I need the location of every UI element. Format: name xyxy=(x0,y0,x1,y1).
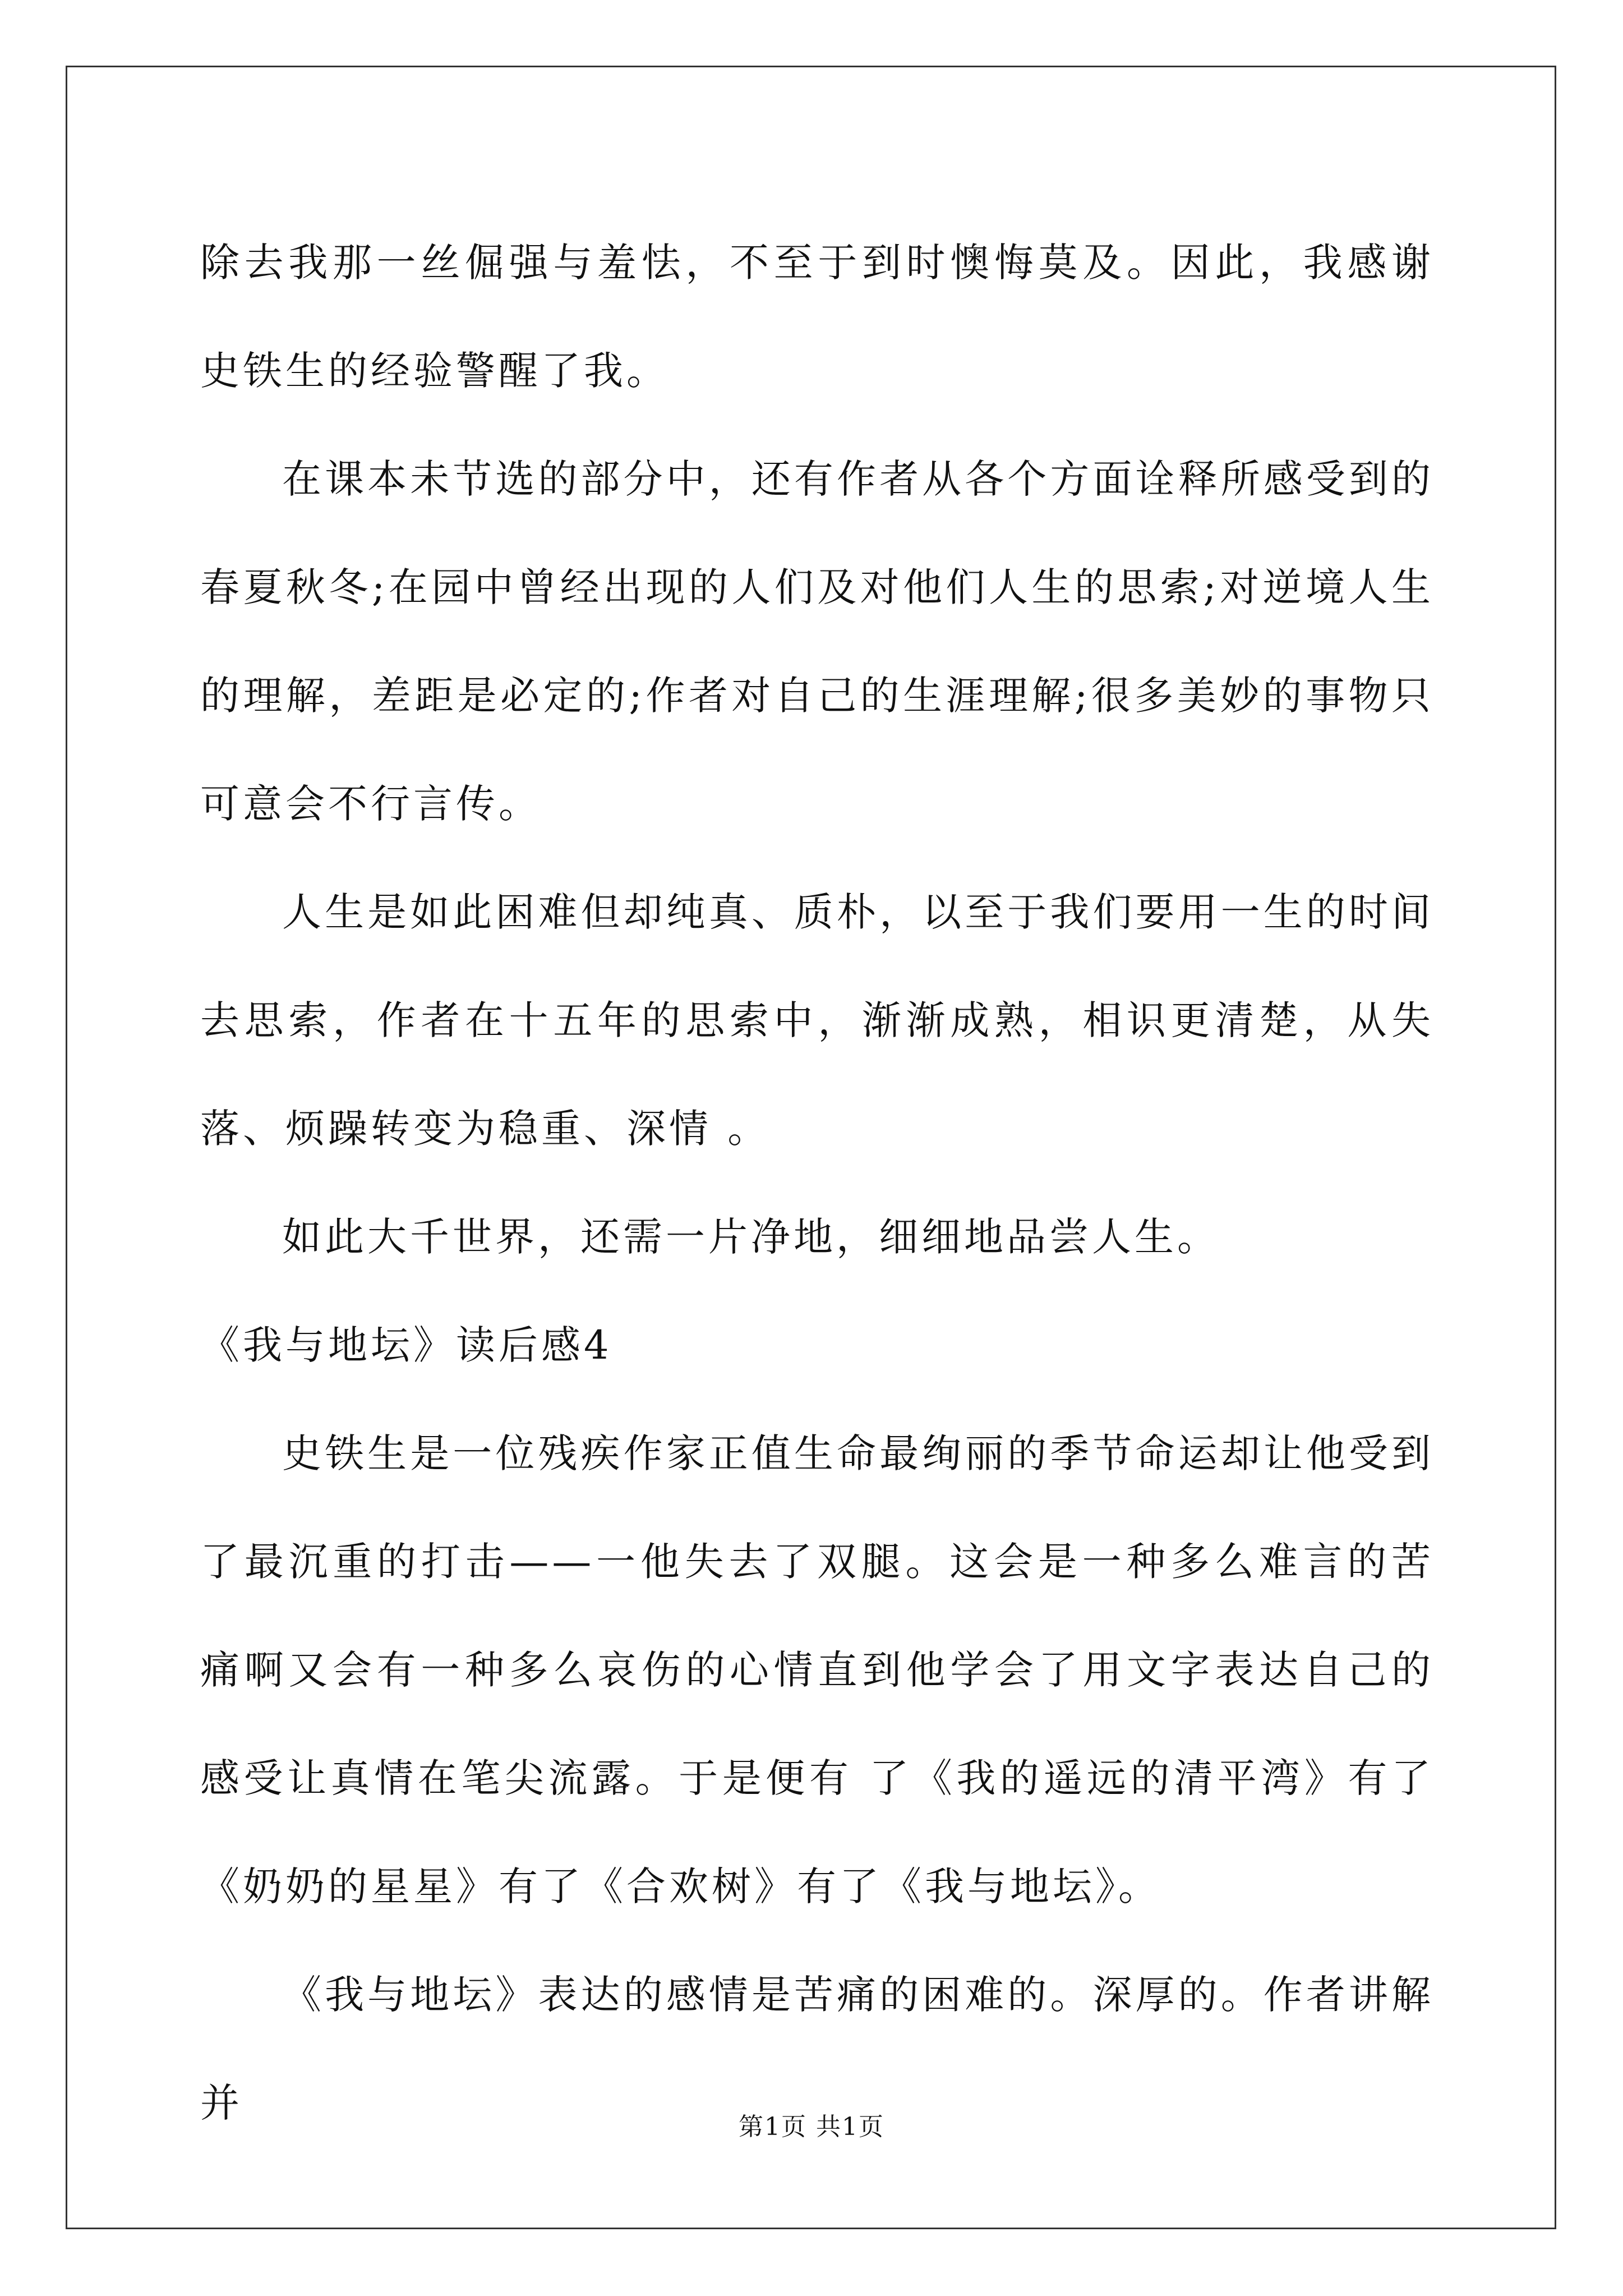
page-footer: 第1页 共1页 xyxy=(739,2113,884,2141)
document-body xyxy=(200,209,1434,2157)
paragraph-3: 人生是如此困难但却纯真、质朴，以至于我们要用一生的时间去思索，作者在十五年的思索中，渐渐成熟，相识更清楚，从失落、烦躁转变为稳重、深情 。 xyxy=(200,889,1434,1152)
section-heading: 《我与地坛》读后感4 xyxy=(200,1322,612,1368)
paragraph-1: 除去我那一丝倔强与羞怯，不至于到时懊悔莫及。因此，我感谢史铁生的经验警醒了我。 xyxy=(200,240,1434,394)
paragraph-2: 在课本未节选的部分中，还有作者从各个方面诠释所感受到的春夏秋冬;在园中曾经出现的人们及对他们人生的思索;对逆境人生的理解，差距是必定的;作者对自己的生涯理解;很多美妙的事物只可意会不行言传。 xyxy=(200,456,1434,827)
paragraph-6: 《我与地坛》表达的感情是苦痛的困难的。深厚的。作者讲解并 xyxy=(200,1972,1434,2126)
paragraph-4: 如此大千世界，还需一片净地，细细地品尝人生。 xyxy=(282,1214,1220,1260)
paragraph-5: 史铁生是一位残疾作家正值生命最绚丽的季节命运却让他受到了最沉重的打击——一他失去了双腿。这会是一种多么难言的苦痛啊又会有一种多么哀伤的心情直到他学会了用文字表达自己的感受让真情在笔尖流露。于是便有 了《我的遥远的清平湾》有了《奶奶的星星》有了《合欢树》有了《我与地坛》。 xyxy=(200,1430,1434,1910)
